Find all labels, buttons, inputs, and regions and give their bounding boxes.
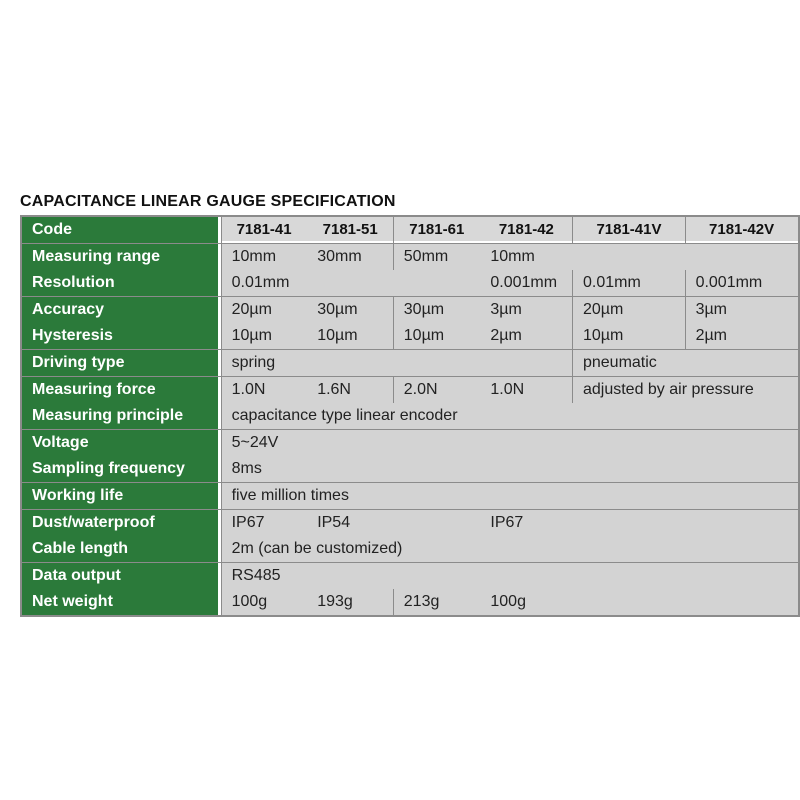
spec-cell: 5~24V	[222, 430, 798, 456]
spec-cell: 10µm	[307, 323, 393, 349]
spec-cell: 10µm	[222, 323, 307, 349]
spec-cell: 3µm	[686, 297, 798, 323]
row-label-sampling-frequency: Sampling frequency	[22, 456, 221, 482]
spec-cell: 0.01mm	[222, 270, 480, 296]
spec-cell: 100g	[480, 589, 797, 615]
spec-cell: 1.0N	[480, 377, 572, 403]
spec-cell: IP67	[222, 510, 307, 536]
spec-cell: five million times	[222, 483, 798, 509]
row-label-voltage: Voltage	[22, 430, 221, 456]
row-label-working-life: Working life	[22, 483, 221, 509]
spec-cell: 30mm	[307, 244, 393, 270]
row-label-accuracy: Accuracy	[22, 297, 221, 323]
table-title: CAPACITANCE LINEAR GAUGE SPECIFICATION	[20, 193, 396, 210]
spec-cell: 0.001mm	[480, 270, 572, 296]
spec-cell: 3µm	[480, 297, 572, 323]
row-label-resolution: Resolution	[22, 270, 221, 296]
row-label-measuring-range: Measuring range	[22, 244, 221, 270]
row-label-data-output: Data output	[22, 563, 221, 589]
model-header: 7181-51	[307, 217, 393, 243]
row-label-net-weight: Net weight	[22, 589, 221, 615]
spec-cell: 2.0N	[394, 377, 480, 403]
spec-cell: 193g	[307, 589, 393, 615]
row-label-dust-waterproof: Dust/waterproof	[22, 510, 221, 536]
spec-cell: 10mm	[222, 244, 307, 270]
spec-cell: 0.001mm	[686, 270, 798, 296]
spec-cell: 10µm	[573, 323, 685, 349]
row-label-measuring-principle: Measuring principle	[22, 403, 221, 429]
model-header: 7181-41V	[573, 217, 685, 243]
spec-cell: RS485	[222, 563, 798, 589]
model-header: 7181-42V	[686, 217, 798, 243]
spec-cell: 2µm	[686, 323, 798, 349]
spec-cell: pneumatic	[573, 350, 798, 376]
spec-cell: 2m (can be customized)	[222, 536, 798, 562]
model-header: 7181-61	[394, 217, 480, 243]
spec-cell: 20µm	[222, 297, 307, 323]
spec-cell: 30µm	[394, 297, 480, 323]
spec-cell: capacitance type linear encoder	[222, 403, 798, 429]
spec-cell: 20µm	[573, 297, 685, 323]
spec-cell: 1.0N	[222, 377, 307, 403]
spec-cell: 8ms	[222, 456, 798, 482]
spec-cell: 100g	[222, 589, 307, 615]
row-label-cable-length: Cable length	[22, 536, 221, 562]
row-label-hysteresis: Hysteresis	[22, 323, 221, 349]
spec-cell: 50mm	[394, 244, 480, 270]
row-label-measuring-force: Measuring force	[22, 377, 221, 403]
spec-table	[20, 215, 800, 617]
spec-cell: 0.01mm	[573, 270, 685, 296]
spec-cell: 1.6N	[307, 377, 393, 403]
model-header: 7181-42	[480, 217, 572, 243]
row-label-driving-type: Driving type	[22, 350, 221, 376]
spec-cell: 2µm	[480, 323, 572, 349]
spec-cell: 213g	[394, 589, 480, 615]
spec-cell: spring	[222, 350, 573, 376]
spec-cell: adjusted by air pressure	[573, 377, 798, 403]
row-label-code: Code	[22, 217, 221, 243]
spec-cell: 10mm	[480, 244, 797, 270]
spec-cell: IP54	[307, 510, 480, 536]
spec-cell: 10µm	[394, 323, 480, 349]
model-header: 7181-41	[222, 217, 307, 243]
spec-cell: 30µm	[307, 297, 393, 323]
spec-cell: IP67	[480, 510, 797, 536]
